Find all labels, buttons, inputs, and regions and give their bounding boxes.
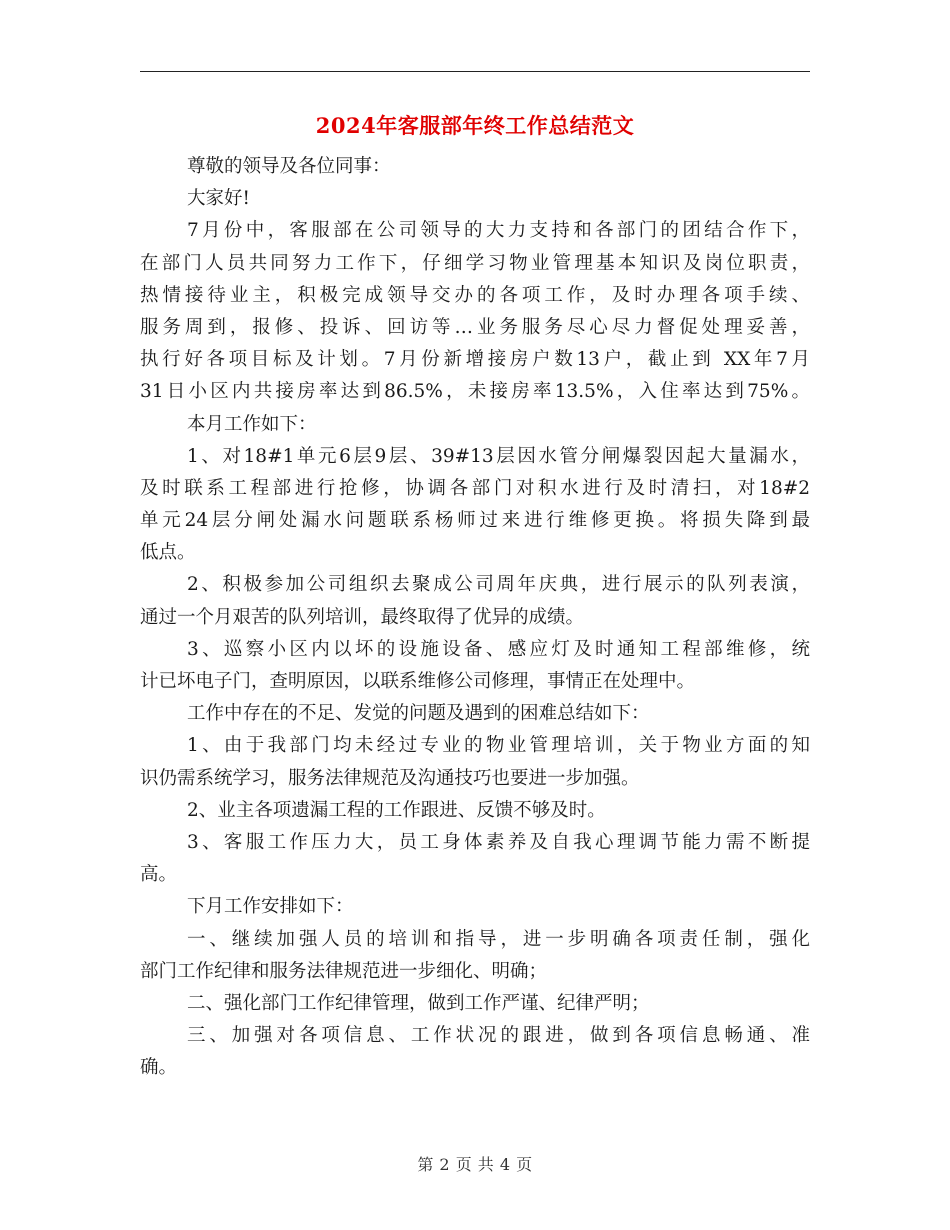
body-line: 1、对18#1单元6层9层、39#13层因水管分闸爆裂因起大量漏水， [187, 445, 810, 467]
header-rule [140, 71, 810, 72]
body-line: 二、强化部门工作纪律管理，做到工作严谨、纪律严明； [187, 992, 650, 1014]
body-line: 通过一个月艰苦的队列培训，最终取得了优异的成绩。 [140, 606, 585, 628]
body-line: 3、巡察小区内以坏的设施设备、感应灯及时通知工程部维修，统 [187, 638, 810, 660]
document-title: 2024年客服部年终工作总结范文 [315, 113, 635, 138]
body-line: 确。 [140, 1057, 178, 1079]
body-line: 本月工作如下： [187, 413, 317, 435]
body-line: 识仍需系统学习，服务法律规范及沟通技巧也要进一步加强。 [140, 767, 640, 789]
body-line: 低点。 [140, 542, 196, 564]
body-line: 大家好! [187, 188, 250, 210]
body-line: 热情接待业主，积极完成领导交办的各项工作，及时办理各项手续、 [140, 284, 810, 306]
body-line: 尊敬的领导及各位同事： [187, 156, 391, 177]
body-line: 下月工作安排如下： [187, 896, 354, 918]
body-line: 2、业主各项遗漏工程的工作跟进、反馈不够及时。 [187, 799, 606, 821]
body-line: 高。 [140, 864, 178, 886]
body-line: 工作中存在的不足、发觉的问题及遇到的困难总结如下： [187, 703, 650, 725]
body-line: 7月份中，客服部在公司领导的大力支持和各部门的团结合作下， [187, 220, 810, 242]
body-line: 31日小区内共接房率达到86.5%，未接房率13.5%，入住率达到75%。 [140, 381, 810, 403]
body-line: 2、积极参加公司组织去聚成公司周年庆典，进行展示的队列表演， [187, 574, 810, 596]
body-line: 1、由于我部门均未经过专业的物业管理培训，关于物业方面的知 [187, 735, 810, 757]
body-line: 计已坏电子门，查明原因，以联系维修公司修理，事情正在处理中。 [140, 671, 696, 692]
page-number: 第 2 页 共 4 页 [417, 1155, 533, 1174]
body-line: 三、加强对各项信息、工作状况的跟进，做到各项信息畅通、准 [187, 1025, 810, 1047]
body-line: 单元24层分闸处漏水问题联系杨师过来进行维修更换。将损失降到最 [140, 510, 810, 532]
body-line: 服务周到，报修、投诉、回访等…业务服务尽心尽力督促处理妥善， [140, 316, 810, 338]
body-line: 一、继续加强人员的培训和指导，进一步明确各项责任制，强化 [187, 928, 810, 950]
body-line: 在部门人员共同努力工作下，仔细学习物业管理基本知识及岗位职责， [140, 252, 810, 274]
body-line: 执行好各项目标及计划。7月份新增接房户数13户，截止到 XX年7月 [140, 349, 810, 371]
body-line: 部门工作纪律和服务法律规范进一步细化、明确； [140, 960, 548, 982]
body-line: 3、客服工作压力大，员工身体素养及自我心理调节能力需不断提 [187, 831, 810, 853]
body-line: 及时联系工程部进行抢修，协调各部门对积水进行及时清扫，对18#2 [140, 477, 810, 499]
document-body [140, 151, 810, 1084]
